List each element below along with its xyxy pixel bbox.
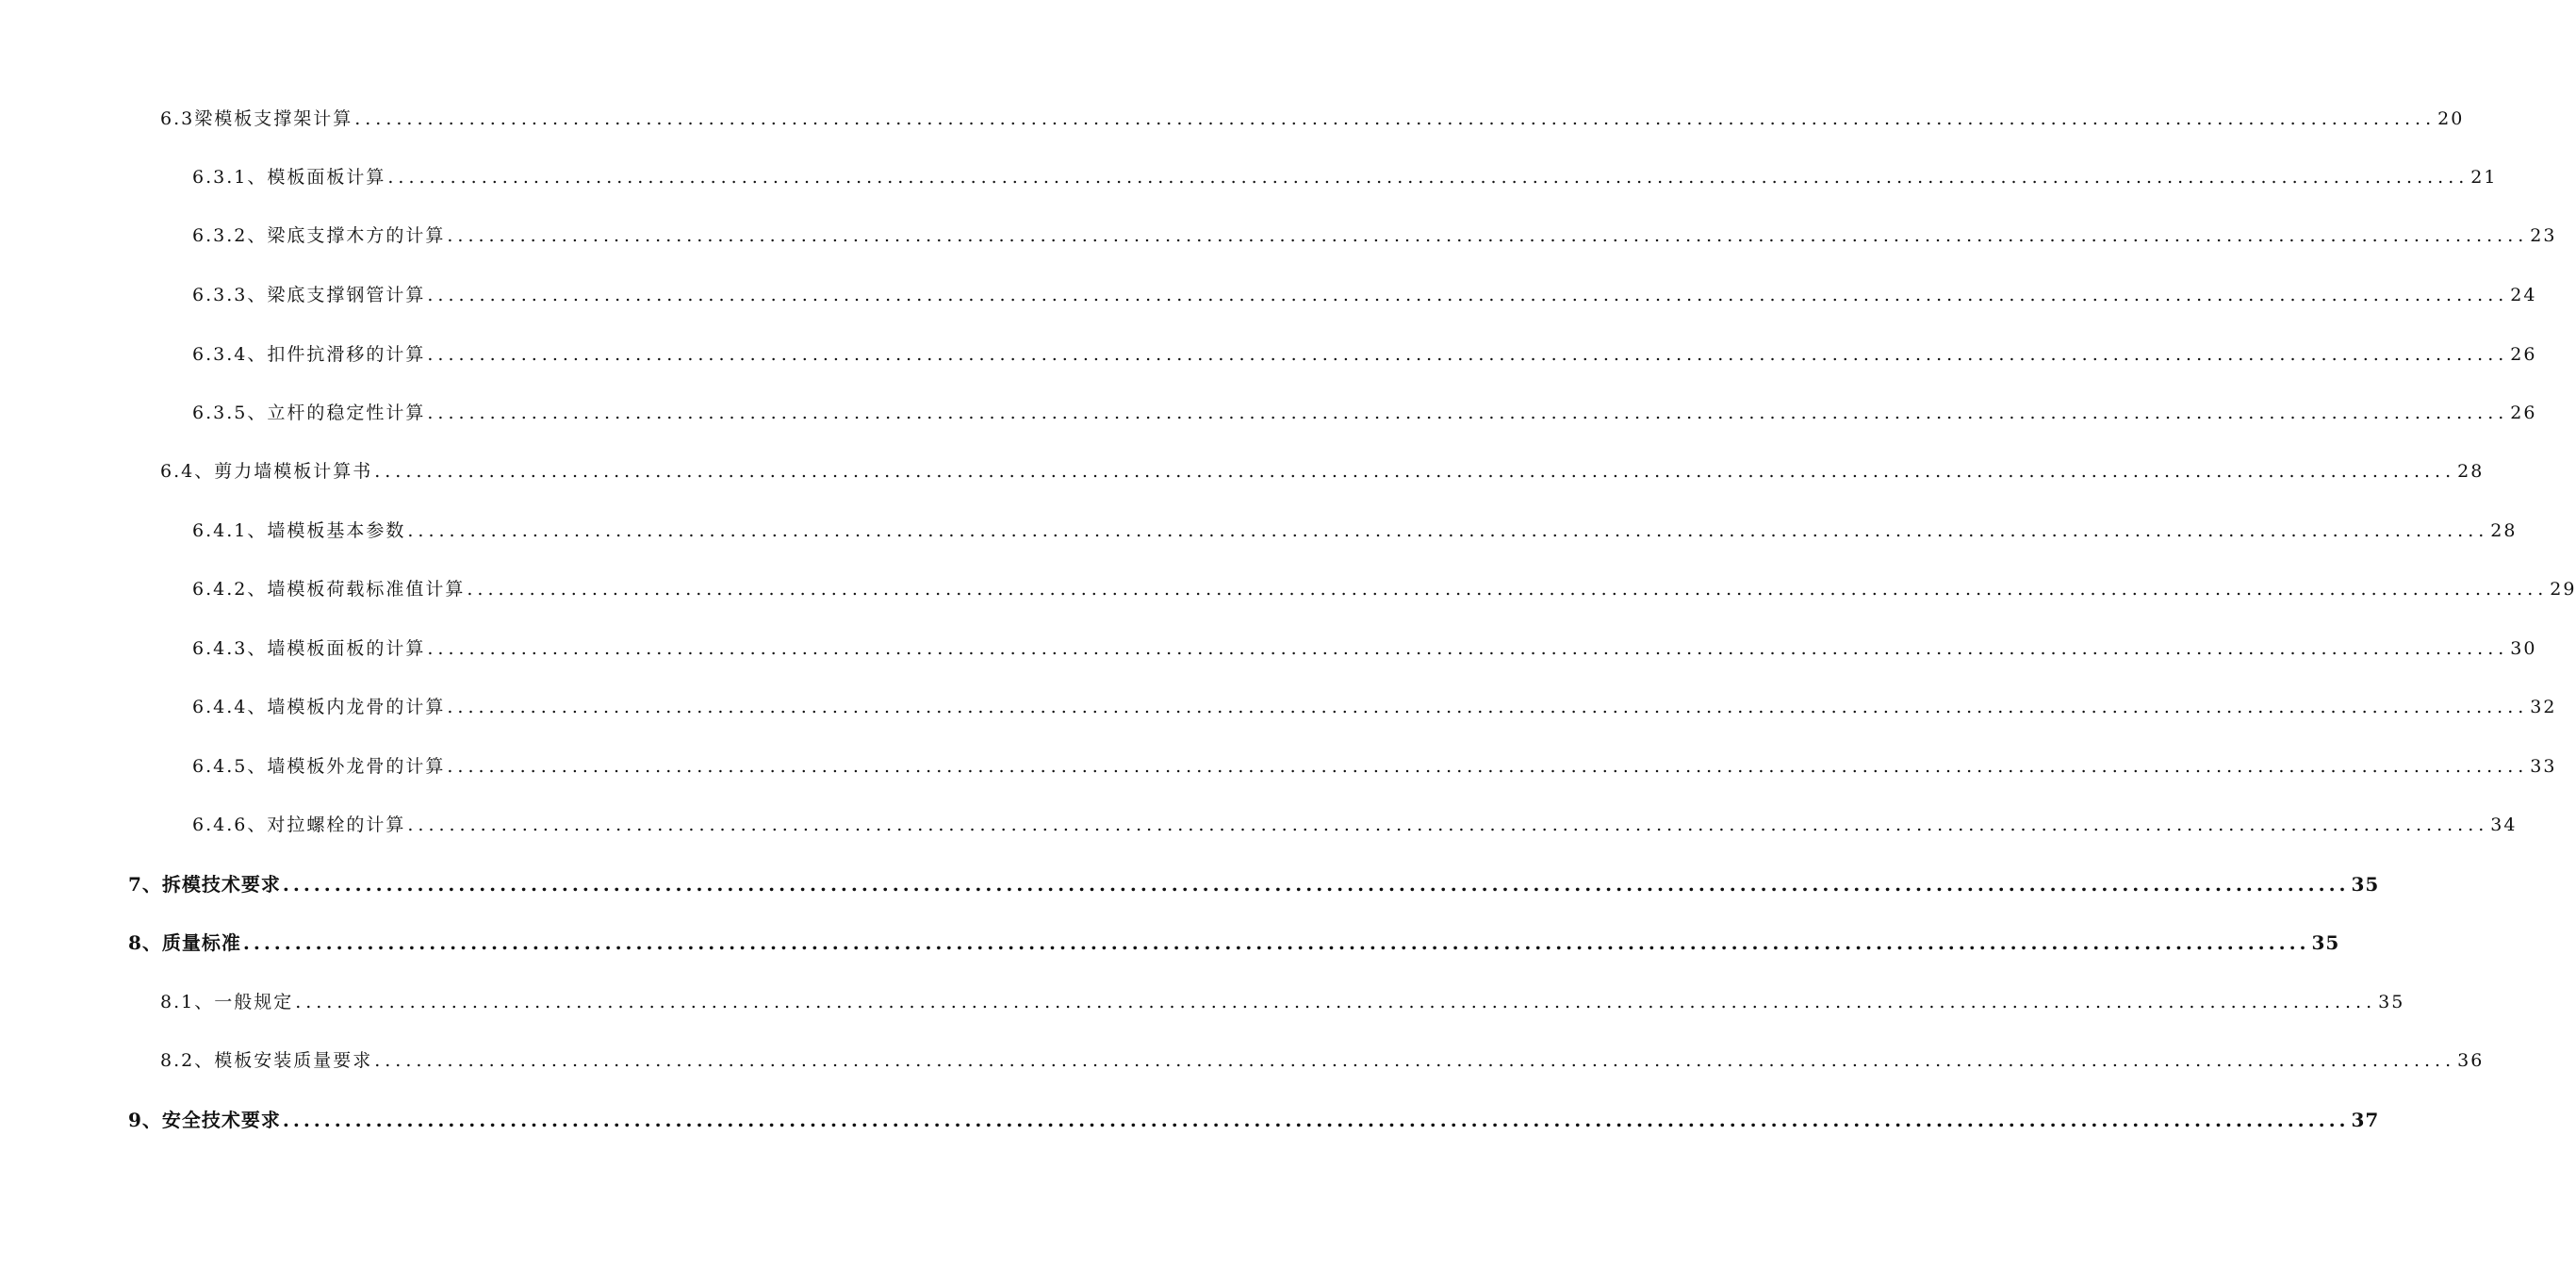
toc-page-number: 34 [2490,814,2518,835]
toc-entry-label: 8.1、一般规定 [160,992,294,1012]
toc-page-number: 23 [2530,225,2557,246]
toc-leader-dots: ........................................................................................................................................................................................................ [282,1109,2350,1131]
toc-leader-dots: ........................................................................................................................................................................................................ [447,756,2529,777]
toc-entry[interactable] [160,457,2485,485]
toc-entry-label: 6.3.3、梁底支撑钢管计算 [192,285,426,305]
toc-entry-label: 9、安全技术要求 [128,1109,281,1131]
toc-entry-label: 6.4.2、墙模板荷载标准值计算 [192,579,466,600]
toc-leader-dots: ........................................................................................................................................................................................................ [242,931,2310,954]
toc-page-number: 28 [2490,520,2518,541]
toc-entry[interactable] [160,1046,2485,1075]
toc-entry[interactable] [128,870,2380,898]
toc-page-number: 35 [2351,873,2380,896]
toc-entry-label: 6.3.5、立杆的稳定性计算 [192,403,426,423]
toc-leader-dots: ........................................................................................................................................................................................................ [374,1050,2456,1071]
toc-entry-label: 6.4.6、对拉螺栓的计算 [192,814,406,835]
toc-page-number: 21 [2470,167,2498,188]
toc-page-number: 26 [2510,403,2537,423]
toc-page-number: 26 [2510,344,2537,365]
toc-entry[interactable] [192,752,2557,781]
toc-entry[interactable] [128,1106,2380,1134]
toc-leader-dots: ........................................................................................................................................................................................................ [387,167,2469,188]
toc-entry[interactable] [192,399,2537,427]
toc-entry-label: 6.4.3、墙模板面板的计算 [192,638,426,659]
toc-entry-label: 6.4、剪力墙模板计算书 [160,461,373,482]
toc-page-number: 28 [2457,461,2485,482]
toc-entry-label: 6.4.5、墙模板外龙骨的计算 [192,756,446,777]
toc-entry[interactable] [192,163,2498,191]
toc-page-number: 37 [2351,1109,2380,1131]
toc-entry[interactable] [192,517,2518,545]
toc-entry[interactable] [192,634,2537,663]
toc-page-number: 30 [2510,638,2537,659]
toc-entry-label: 6.4.1、墙模板基本参数 [192,520,406,541]
toc-entry[interactable] [192,693,2557,721]
toc-leader-dots: ........................................................................................................................................................................................................ [282,873,2350,896]
toc-page-number: 35 [2311,931,2340,954]
toc-entry[interactable] [128,929,2340,957]
toc-leader-dots: ........................................................................................................................................................................................................ [407,814,2489,835]
toc-page-number: 35 [2378,992,2405,1012]
toc-leader-dots: ........................................................................................................................................................................................................ [295,992,2377,1012]
toc-entry-label: 6.3.4、扣件抗滑移的计算 [192,344,426,365]
toc-leader-dots: ........................................................................................................................................................................................................ [467,579,2549,600]
toc-entry-label: 6.3.1、模板面板计算 [192,167,386,188]
toc-entry-label: 6.3.2、梁底支撑木方的计算 [192,225,446,246]
toc-page-number: 20 [2437,108,2465,129]
toc-page-number: 32 [2530,697,2557,717]
toc-entry-label: 8.2、模板安装质量要求 [160,1050,373,1071]
toc-leader-dots: ........................................................................................................................................................................................................ [427,638,2509,659]
toc-leader-dots: ........................................................................................................................................................................................................ [427,403,2509,423]
toc-page-number: 36 [2457,1050,2485,1071]
toc-entry[interactable] [160,105,2465,133]
toc-leader-dots: ........................................................................................................................................................................................................ [354,108,2437,129]
toc-entry-label: 8、质量标准 [128,931,241,954]
toc-page-number: 29 [2550,579,2576,600]
toc-entry-label: 6.3梁模板支撑架计算 [160,108,353,129]
toc-entry-label: 6.4.4、墙模板内龙骨的计算 [192,697,446,717]
toc-entry[interactable] [192,811,2518,839]
toc-leader-dots: ........................................................................................................................................................................................................ [447,697,2529,717]
toc-entry[interactable] [192,575,2576,603]
toc-entry[interactable] [192,222,2557,250]
toc-page-number: 33 [2530,756,2557,777]
toc-entry-label: 7、拆模技术要求 [128,873,281,896]
toc-entry[interactable] [192,281,2537,309]
toc-entry[interactable] [192,340,2537,369]
toc-entry[interactable] [160,988,2405,1016]
toc-page-number: 24 [2510,285,2537,305]
toc-leader-dots: ........................................................................................................................................................................................................ [427,285,2509,305]
toc-leader-dots: ........................................................................................................................................................................................................ [427,344,2509,365]
toc-leader-dots: ........................................................................................................................................................................................................ [447,225,2529,246]
toc-leader-dots: ........................................................................................................................................................................................................ [374,461,2456,482]
toc-leader-dots: ........................................................................................................................................................................................................ [407,520,2489,541]
